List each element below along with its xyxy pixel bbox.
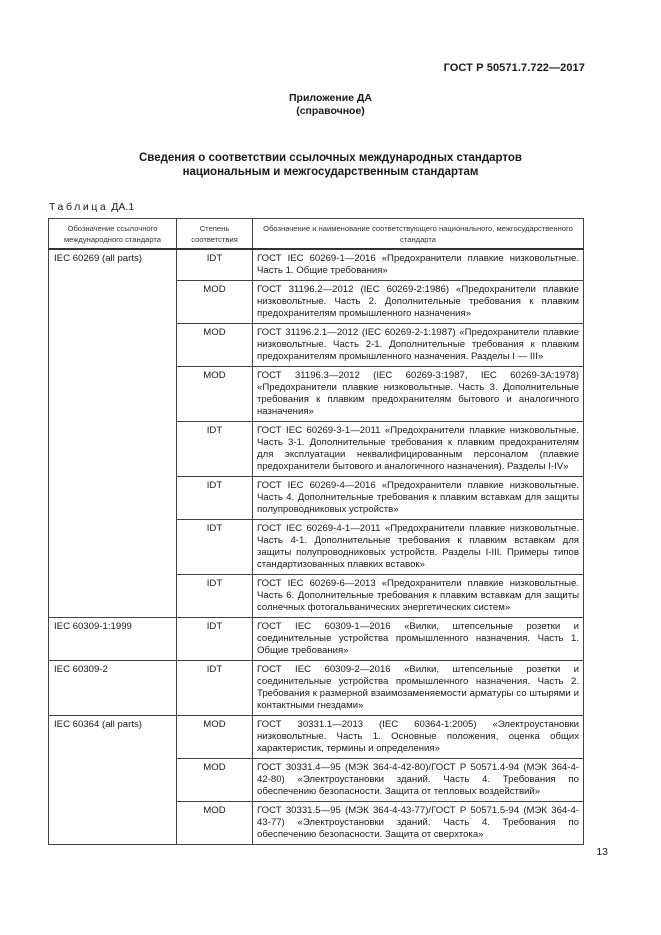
- header-national: Обозначение и наименование соответствующего национального, межгосударственного стандарта: [253, 219, 584, 250]
- section-heading-line-2: национальным и межгосударственным стандартам: [182, 166, 479, 178]
- cell-degree: IDT: [177, 422, 253, 477]
- cell-degree: IDT: [177, 477, 253, 520]
- cell-national: ГОСТ 30331.4—95 (МЭК 364-4-42-80)/ГОСТ Р 50571.4-94 (МЭК 364-4-42-80) «Электроустановки зданий. Часть 4. Требования по обеспечению безопасности. Защита от тепловых воздействий»: [253, 759, 584, 802]
- table-row: [49, 661, 584, 716]
- cell-national: ГОСТ IEC 60309-1—2016 «Вилки, штепсельные розетки и соединительные устройства промышленного назначения. Часть 1. Общие требования»: [253, 618, 584, 661]
- cell-national: ГОСТ 31196.3—2012 (IEC 60269-3:1987, IEC 60269-3A:1978) «Предохранители плавкие низковольтные. Часть 3. Дополнительные требования к плавким предохранителям бытового и аналогичного назначения»: [253, 367, 584, 422]
- cell-national: ГОСТ 31196.2—2012 (IEC 60269-2:1986) «Предохранители плавкие низковольтные. Часть 2. Дополнительные требования к плавким предохранителям промышленного назначения»: [253, 281, 584, 324]
- cell-national: ГОСТ 30331.1—2013 (IEC 60364-1:2005) «Электроустановки низковольтные. Часть 1. Основные положения, оценка общих характеристик, термины и определения»: [253, 716, 584, 759]
- table-caption-prefix: Таблица: [49, 201, 109, 213]
- cell-international: IEC 60364 (all parts): [49, 716, 177, 845]
- correspondence-table: [48, 218, 584, 845]
- cell-national: ГОСТ IEC 60269-4—2016 «Предохранители плавкие низковольтные. Часть 4. Дополнительные требования к плавким вставкам для защиты полупроводниковых устройств»: [253, 477, 584, 520]
- table-caption-number: ДА.1: [111, 201, 135, 213]
- table-row: [49, 249, 584, 281]
- standard-code: ГОСТ Р 50571.7.722—2017: [443, 62, 585, 74]
- cell-degree: IDT: [177, 618, 253, 661]
- table-row: [49, 716, 584, 759]
- cell-degree: MOD: [177, 324, 253, 367]
- appendix-subtitle: (справочное): [296, 105, 365, 117]
- cell-degree: MOD: [177, 716, 253, 759]
- cell-national: ГОСТ IEC 60269-4-1—2011 «Предохранители плавкие низковольтные. Часть 4-1. Дополнительные требования к плавким вставкам для защиты полупроводниковых устройств. Разделы I-III. Примеры типов стандартизованных плавких вставок»: [253, 520, 584, 575]
- cell-international: IEC 60309-2: [49, 661, 177, 716]
- cell-national: ГОСТ IEC 60269-6—2013 «Предохранители плавкие низковольтные. Часть 6. Дополнительные требования к плавким вставкам для защиты солнечных фотогальванических энергетических систем»: [253, 575, 584, 618]
- cell-national: ГОСТ IEC 60269-3-1—2011 «Предохранители плавкие низковольтные. Часть 3-1. Дополнительные требования к плавким предохранителям для эксплуатации неквалифицированным персоналом (плавкие предохранители бытового и аналогичного назначения). Разделы I-IV»: [253, 422, 584, 477]
- cell-degree: MOD: [177, 367, 253, 422]
- table-row: [49, 618, 584, 661]
- table-header-row: [49, 219, 584, 250]
- cell-international: IEC 60269 (all parts): [49, 249, 177, 618]
- cell-degree: IDT: [177, 249, 253, 281]
- cell-degree: MOD: [177, 802, 253, 845]
- table-caption: [49, 201, 134, 213]
- appendix-title: Приложение ДА: [289, 92, 372, 104]
- page-number: 13: [596, 846, 608, 858]
- cell-international: IEC 60309-1:1999: [49, 618, 177, 661]
- cell-national: ГОСТ IEC 60269-1—2016 «Предохранители плавкие низковольтные. Часть 1. Общие требования»: [253, 249, 584, 281]
- cell-degree: IDT: [177, 661, 253, 716]
- cell-degree: IDT: [177, 520, 253, 575]
- section-heading-line-1: Сведения о соответствии ссылочных международных стандартов: [138, 152, 522, 164]
- cell-degree: MOD: [177, 759, 253, 802]
- cell-national: ГОСТ 31196.2.1—2012 (IEC 60269-2-1:1987) «Предохранители плавкие низковольтные. Часть 2-1. Дополнительные требования к плавким предохранителям промышленного назначения. Разделы I — III»: [253, 324, 584, 367]
- cell-degree: IDT: [177, 575, 253, 618]
- cell-degree: MOD: [177, 281, 253, 324]
- cell-national: ГОСТ 30331.5—95 (МЭК 364-4-43-77)/ГОСТ Р 50571.5-94 (МЭК 364-4-43-77) «Электроустановки зданий. Часть 4. Требования по обеспечению безопасности. Защита от сверхтока»: [253, 802, 584, 845]
- header-degree: Степень соответствия: [177, 219, 253, 250]
- header-international: Обозначение ссылочного международного стандарта: [49, 219, 177, 250]
- cell-national: ГОСТ IEC 60309-2—2016 «Вилки, штепсельные розетки и соединительные устройства промышленного назначения. Часть 2. Требования к размерной взаимозаменяемости арматуры со штырями и контактными гнездами»: [253, 661, 584, 716]
